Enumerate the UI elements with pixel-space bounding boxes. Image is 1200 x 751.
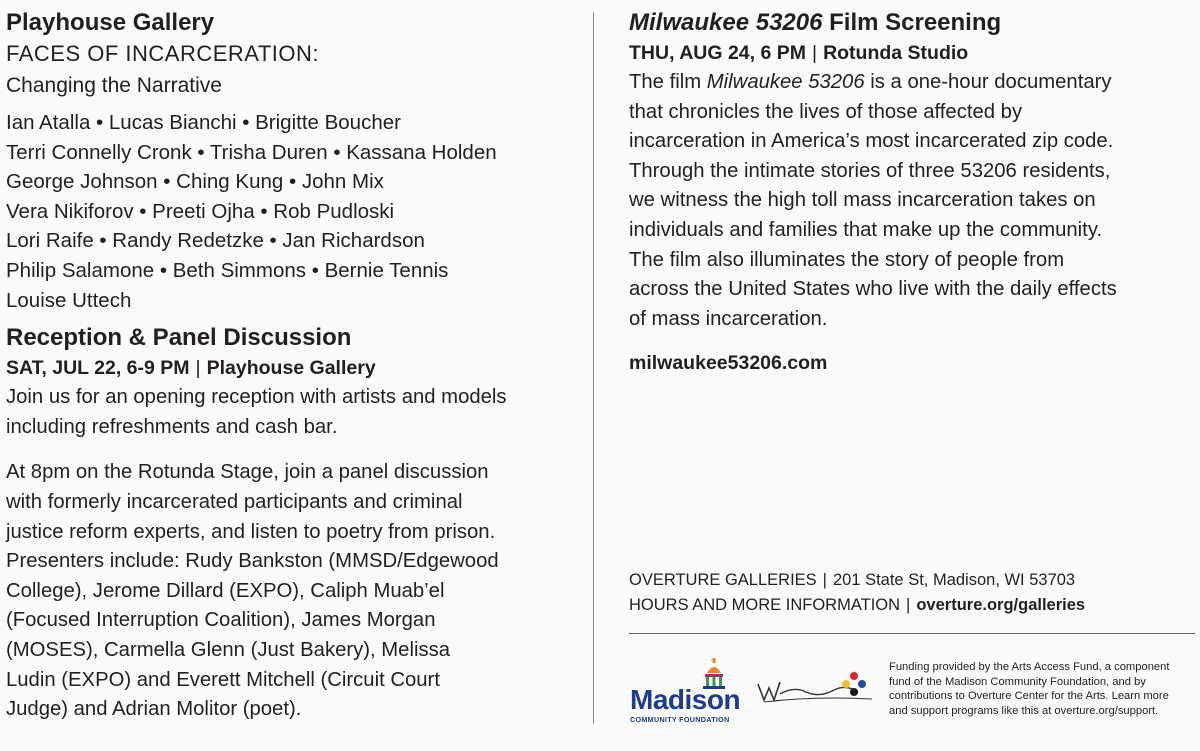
text-line: The film also illuminates the story of people from (629, 248, 1065, 271)
text-line: At 8pm on the Rotunda Stage, join a panel discussion (6, 461, 489, 484)
film-line-italic: Milwaukee 53206 (706, 71, 865, 93)
text-line: we witness the high toll mass incarceration takes on (629, 189, 1096, 212)
artist-line: Vera Nikiforov • Preeti Ojha • Rob Pudloski (6, 199, 395, 223)
madison-wordmark: Madison (630, 684, 741, 715)
film-date: THU, AUG 24, 6 PM (629, 42, 806, 64)
venue-info (629, 568, 1085, 618)
reception-description (6, 383, 576, 442)
artist-line: Terri Connelly Cronk • Trisha Duren • Kassana Holden (6, 140, 497, 164)
venue-name: OVERTURE GALLERIES (629, 571, 817, 589)
artist-line: Lori Raife • Randy Redetzke • Jan Richardson (6, 229, 425, 253)
text-line: of mass incarceration. (629, 307, 828, 330)
film-title-rest: Film Screening (822, 9, 1002, 36)
film-title-italic: Milwaukee 53206 (629, 9, 823, 36)
panel-description (6, 458, 576, 724)
text-line: individuals and families that make up the community. (629, 218, 1103, 241)
gallery-title: Playhouse Gallery (6, 9, 215, 36)
madison-community-foundation-logo (630, 658, 741, 724)
text-line (629, 68, 1195, 98)
text-line: and support programs like this at overture.org/support. (889, 704, 1159, 717)
webercrafters-logo (754, 666, 878, 720)
text-line: (Focused Interruption Coalition), James Morgan (6, 609, 436, 632)
text-line: across the United States who live with the daily effects (629, 278, 1117, 301)
film-description (629, 68, 1195, 334)
film-line-post: is a one-hour documentary (864, 71, 1112, 93)
film-separator: | (811, 42, 818, 64)
artist-line: George Johnson • Ching Kung • John Mix (6, 170, 384, 194)
reception-title: Reception & Panel Discussion (6, 324, 352, 352)
text-line: Ludin (EXPO) and Everett Mitchell (Circuit Court (6, 668, 440, 691)
text-line: including refreshments and cash bar. (6, 415, 338, 438)
text-line: that chronicles the lives of those affected by (629, 100, 1023, 123)
text-line: incarceration in America’s most incarcerated zip code. (629, 130, 1114, 153)
film-line-pre: The film (629, 71, 707, 93)
text-line: Judge) and Adrian Molitor (poet). (6, 698, 302, 721)
text-line: Through the intimate stories of three 53206 residents, (629, 159, 1111, 182)
artist-line: Louise Uttech (6, 288, 132, 312)
funding-note (889, 660, 1199, 718)
film-url-link[interactable]: milwaukee53206.com (629, 352, 828, 375)
right-column (629, 8, 1195, 378)
info-separator: | (906, 596, 911, 614)
film-venue: Rotunda Studio (823, 42, 969, 64)
artist-line: Ian Atalla • Lucas Bianchi • Brigitte Boucher (6, 111, 401, 134)
hours-label: HOURS AND MORE INFORMATION (629, 596, 901, 614)
exhibit-title: FACES OF INCARCERATION: (6, 41, 320, 66)
film-title (629, 8, 1195, 38)
film-datebar (629, 38, 1195, 68)
text-line: with formerly incarcerated participants and criminal (6, 490, 463, 513)
exhibit-subtitle: Changing the Narrative (6, 74, 222, 97)
artist-line: Philip Salamone • Beth Simmons • Bernie Tennis (6, 258, 449, 282)
text-line: contributions to Overture Center for the Arts. Learn more (889, 690, 1169, 703)
reception-datebar (6, 353, 576, 383)
text-line: (MOSES), Carmella Glenn (Just Bakery), Melissa (6, 638, 451, 661)
column-divider (593, 12, 594, 724)
reception-separator: | (195, 357, 201, 380)
footer-rule (629, 633, 1195, 634)
text-line: College), Jerome Dillard (EXPO), Caliph Muab’el (6, 579, 445, 602)
madison-subtitle: COMMUNITY FOUNDATION (630, 715, 730, 724)
left-column (6, 8, 576, 725)
artist-list (6, 108, 576, 315)
info-line (629, 593, 1085, 618)
text-line: Join us for an opening reception with artists and models (6, 386, 507, 409)
galleries-link[interactable]: overture.org/galleries (916, 596, 1086, 614)
text-line: Funding provided by the Arts Access Fund, a component (889, 661, 1170, 673)
text-line: justice reform experts, and listen to poetry from prison. (6, 520, 496, 543)
info-line (629, 568, 1085, 593)
info-separator: | (822, 571, 827, 589)
text-line: Presenters include: Rudy Bankston (MMSD/Edgewood (6, 550, 499, 573)
reception-venue: Playhouse Gallery (206, 357, 376, 380)
venue-address: 201 State St, Madison, WI 53703 (832, 571, 1076, 589)
text-line: fund of the Madison Community Foundation, and by (889, 675, 1146, 688)
reception-date: SAT, JUL 22, 6-9 PM (6, 357, 190, 380)
